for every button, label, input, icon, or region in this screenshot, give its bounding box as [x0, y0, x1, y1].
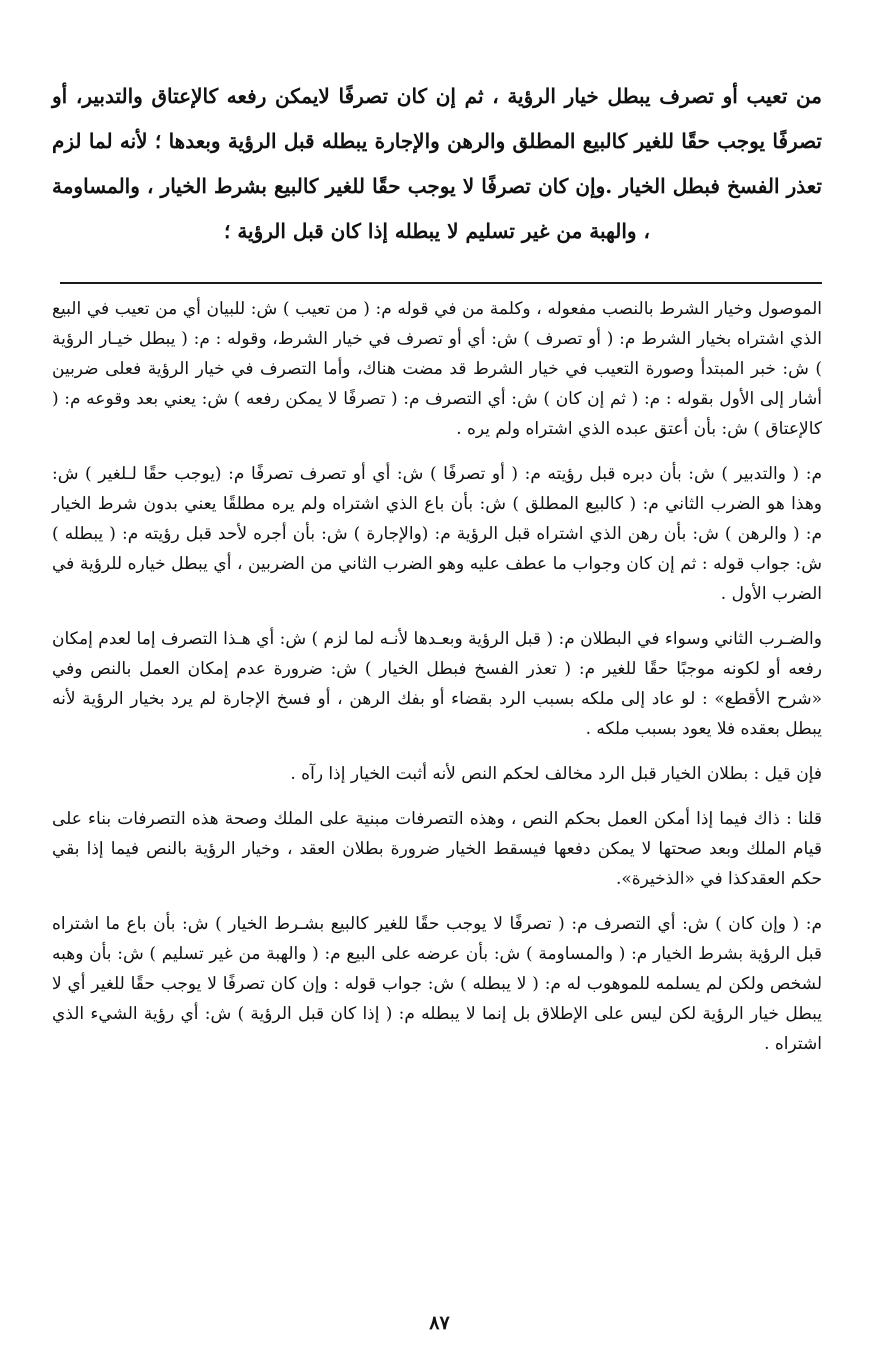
commentary-paragraph: م: ( وإن كان ) ش: أي التصرف م: ( تصرفًا لا يوجب حقًا للغير كالبيع بشـرط الخيار ) ش: بأن باع ما اشتراه قبل الرؤية بشرط الخيار م: ( والمساومة ) ش: بأن عرضه على البيع م: ( والهبة من غير تسليم ) ش: بأن وهبه لشخص ولكن لم يسلمه للموهوب له م: ( لا يبطله ) ش: جواب قوله : وإن كان تصرفًا لا يوجب حقًا للغير أي لا يبطل خيار الرؤية لكن ليس على الإطلاق بل إنما لا يبطله م: ( إذا كان قبل الرؤية ) ش: أي رؤية الشيء الذي اشتراه . — [52, 914, 822, 1054]
commentary-paragraph: م: ( والتدبير ) ش: بأن دبره قبل رؤيته م: ( أو تصرفًا ) ش: أي أو تصرف تصرفًا م: (يوجب حقًا لـلغير ) ش: وهذا هو الضرب الثاني م: ( كالبيع المطلق ) ش: بأن باع الذي اشتراه ولم يره مطلقًا يعني بدون شرط الخيار م: ( والرهن ) ش: بأن رهن الذي اشتراه قبل الرؤية م: (والإجارة ) ش: بأن أجره لأحد قبل رؤيته م: ( يبطله ) ش: جواب قوله : ثم إن كان وجواب ما عطف عليه وهو الضرب الثاني من الضربين ، أي يبطل خياره للرؤية في الضرب الأول . — [52, 464, 822, 604]
text-separator-line — [60, 282, 822, 284]
page-number: ٨٧ — [429, 1312, 450, 1334]
commentary — [52, 294, 822, 1059]
page-body — [52, 74, 822, 1059]
main-text: من تعيب أو تصرف يبطل خيار الرؤية ، ثم إن كان تصرفًا لايمكن رفعه كالإعتاق والتدبير، أو تصرفًا يوجب حقًا للغير كالبيع المطلق والرهن والإجارة يبطله قبل الرؤية وبعدها ؛ لأنه لما لزم تعذر الفسخ فبطل الخيار .وإن كان تصرفًا لا يوجب حقًا للغير كالبيع بشرط الخيار ، والمساومة ، والهبة من غير تسليم لا يبطله إذا كان قبل الرؤية ؛ — [52, 84, 822, 243]
commentary-paragraph: والضـرب الثاني وسواء في البطلان م: ( قبل الرؤية وبعـدها لأنـه لما لزم ) ش: أي هـذا التصرف إما لعدم إمكان رفعه أو لكونه موجبًا حقًا للغير م: ( تعذر الفسخ فبطل الخيار ) ش: ضرورة عدم إمكان العمل بالنص وفي «شرح الأقطع» : لو عاد إلى ملكه بسبب الرد بقضاء أو بفك الرهن ، أو فسخ الإجارة لم يرد بخيار الرؤية لأنه يبطل بعقده فلا يعود بسبب ملكه . — [52, 629, 822, 739]
commentary-paragraph: قلنا : ذاك فيما إذا أمكن العمل بحكم النص ، وهذه التصرفات مبنية على الملك وصحة هذه التصرفات بناء على قيام الملك وبعد صحتها لا يمكن دفعها فيسقط الخيار ضرورة بطلان العقد ، وخيار الرؤية بالنص فيما إذا بقي حكم العقدكذا في «الذخيرة». — [52, 809, 822, 889]
commentary-paragraph: الموصول وخيار الشرط بالنصب مفعوله ، وكلمة من في قوله م: ( من تعيب ) ش: للبيان أي من تعيب في البيع الذي اشتراه بخيار الشرط م: ( أو تصرف ) ش: أي أو تصرف في خيار الشرط، وقوله : م: ( يبطل خيـار الرؤية ) ش: خبر المبتدأ وصورة التعيب في خيار الشرط قد مضت هناك، وأما التصرف في خيار الرؤية فعلى ضربين أشار إلى الأول بقوله : م: ( ثم إن كان ) ش: أي التصرف م: ( تصرفًا لا يمكن رفعه ) ش: يعني بعد وقوعه م: ( كالإعتاق ) ش: بأن أعتق عبده الذي اشتراه ولم يره . — [52, 299, 822, 439]
commentary-paragraph: فإن قيل : بطلان الخيار قبل الرد مخالف لحكم النص لأنه أثبت الخيار إذا رآه . — [290, 764, 822, 784]
